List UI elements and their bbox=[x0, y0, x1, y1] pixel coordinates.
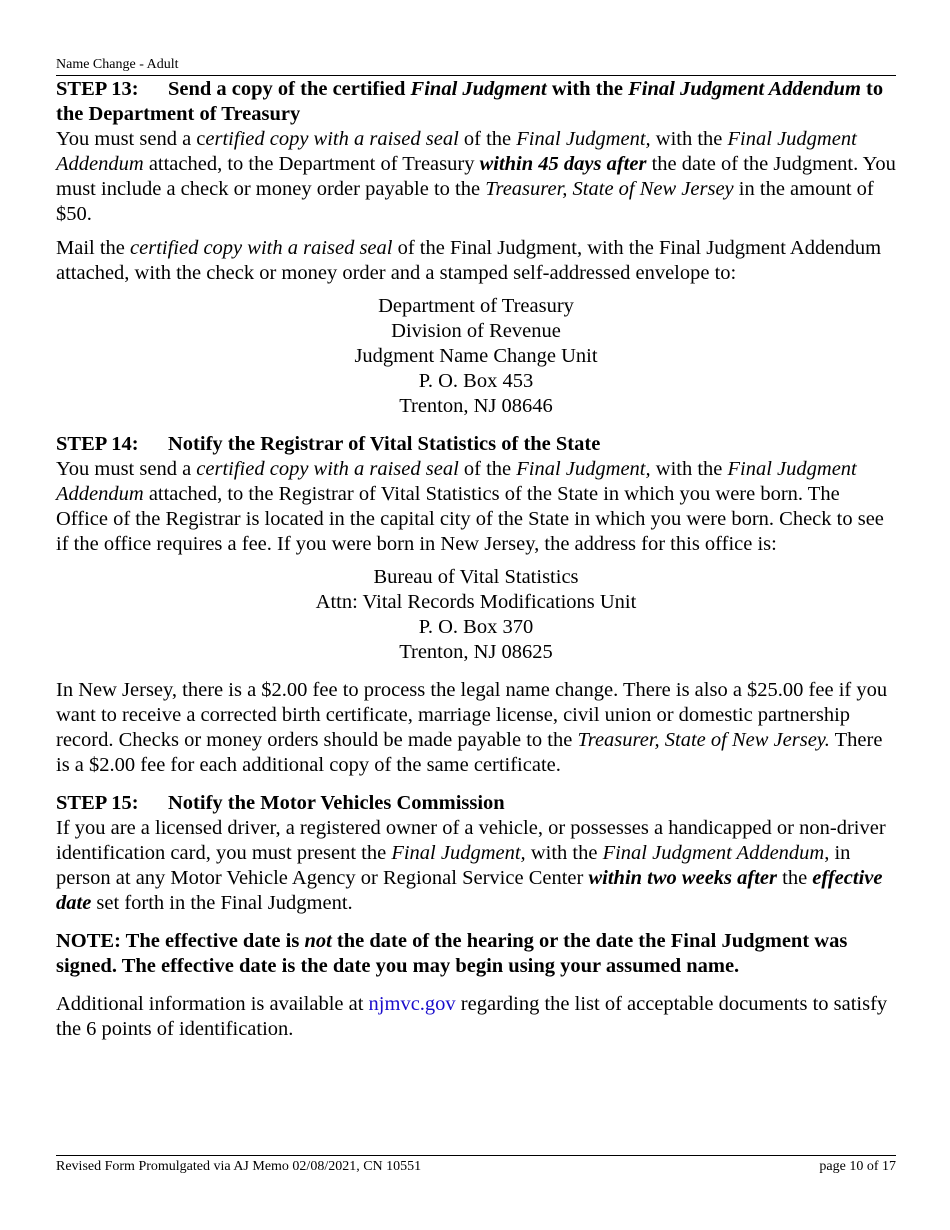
address-line: Trenton, NJ 08625 bbox=[399, 641, 553, 663]
vital-statistics-address bbox=[56, 565, 896, 665]
address-line: Trenton, NJ 08646 bbox=[399, 395, 553, 417]
effective-date-note: NOTE: The effective date is not the date of the hearing or the date the Final Judgment was signed. The effective date is the date you may begin using your assumed name. bbox=[56, 930, 848, 977]
address-line: P. O. Box 370 bbox=[418, 616, 534, 638]
address-line: Department of Treasury bbox=[378, 295, 574, 317]
njmvc-link[interactable]: njmvc.gov bbox=[368, 993, 456, 1015]
additional-info: Additional information is available at njmvc.gov regarding the list of acceptable documents to satisfy the 6 points of identification. bbox=[56, 993, 888, 1040]
step-15-number: STEP 15: bbox=[56, 792, 139, 814]
step-14-paragraph-1: You must send a certified copy with a raised seal of the Final Judgment, with the Final Judgment Addendum attached, to the Registrar of Vital Statistics of the State in which you were born. The Office of the Registrar is located in the capital city of the State in which you were born. Check to see if the office requires a fee. If you were born in New Jersey, the address for this office is: bbox=[56, 458, 884, 555]
address-line: Bureau of Vital Statistics bbox=[373, 566, 579, 588]
page-number: page 10 of 17 bbox=[819, 1159, 896, 1174]
step-13-number: STEP 13: bbox=[56, 78, 139, 100]
treasury-address bbox=[56, 294, 896, 419]
step-13-paragraph-1: You must send a certified copy with a raised seal of the Final Judgment, with the Final Judgment Addendum attached, to the Department of Treasury within 45 days after the date of the Judgment. You must include a check or money order payable to the Treasurer, State of New Jersey in the amount of $50. bbox=[56, 128, 896, 225]
step-15-paragraph-1: If you are a licensed driver, a registered owner of a vehicle, or possesses a handicapped or non-driver identification card, you must present the Final Judgment, with the Final Judgment Addendum, in person at any Motor Vehicle Agency or Regional Service Center within two weeks after the effective date set forth in the Final Judgment. bbox=[56, 817, 886, 914]
page-content bbox=[56, 77, 896, 1042]
address-line: Attn: Vital Records Modifications Unit bbox=[315, 591, 637, 613]
page-header: Name Change - Adult bbox=[56, 57, 896, 76]
step-15-heading: STEP 15: Notify the Motor Vehicles Commission bbox=[56, 792, 505, 814]
step-13-paragraph-2: Mail the certified copy with a raised seal of the Final Judgment, with the Final Judgment Addendum attached, with the check or money order and a stamped self-addressed envelope to: bbox=[56, 237, 882, 284]
address-line: P. O. Box 453 bbox=[418, 370, 534, 392]
address-line: Division of Revenue bbox=[391, 320, 561, 342]
step-14-paragraph-2: In New Jersey, there is a $2.00 fee to process the legal name change. There is also a $25.00 fee if you want to receive a corrected birth certificate, marriage license, civil union or domestic partnership record. Checks or money orders should be made payable to the Treasurer, State of New Jersey. There is a $2.00 fee for each additional copy of the same certificate. bbox=[56, 679, 888, 776]
step-14-number: STEP 14: bbox=[56, 433, 139, 455]
step-13-heading: STEP 13: Send a copy of the certified Final Judgment with the Final Judgment Addendum to the Department of Treasury bbox=[56, 78, 884, 125]
address-line: Judgment Name Change Unit bbox=[354, 345, 598, 367]
footer-revision: Revised Form Promulgated via AJ Memo 02/08/2021, CN 10551 bbox=[56, 1159, 422, 1174]
step-14-heading: STEP 14: Notify the Registrar of Vital Statistics of the State bbox=[56, 433, 601, 455]
page-footer bbox=[56, 1155, 896, 1175]
